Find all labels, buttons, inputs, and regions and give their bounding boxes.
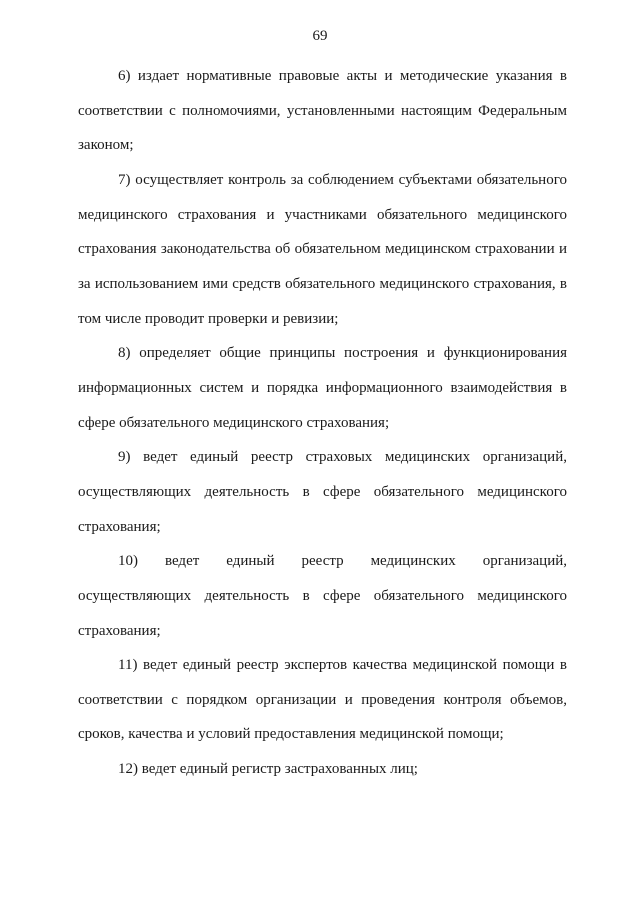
- page-number: 69: [312, 28, 328, 44]
- clause-10: 10) ведет единый реестр медицинских организаций, осуществляющих деятельность в сфере обязательного медицинского страхования;: [78, 553, 567, 639]
- clause-6: 6) издает нормативные правовые акты и методические указания в соответствии с полномочиями, установленными настоящим Федеральным законом;: [78, 68, 567, 154]
- clause-9: 9) ведет единый реестр страховых медицинских организаций, осуществляющих деятельность в сфере обязательного медицинского страхования;: [78, 449, 567, 535]
- clause-7: 7) осуществляет контроль за соблюдением субъектами обязательного медицинского страхования и участниками обязательного медицинского страхования законодательства об обязательном медицинском страховании и за использованием ими средств обязательного медицинского страхования, в том числе проводит проверки и ревизии;: [78, 171, 567, 327]
- document-body: [78, 59, 567, 787]
- clause-11: 11) ведет единый реестр экспертов качества медицинской помощи в соответствии с порядком организации и проведения контроля объемов, сроков, качества и условий предоставления медицинской помощи;: [78, 657, 567, 743]
- clause-12: 12) ведет единый регистр застрахованных лиц;: [118, 761, 418, 778]
- clause-8: 8) определяет общие принципы построения и функционирования информационных систем и порядка информационного взаимодействия в сфере обязательного медицинского страхования;: [78, 345, 567, 431]
